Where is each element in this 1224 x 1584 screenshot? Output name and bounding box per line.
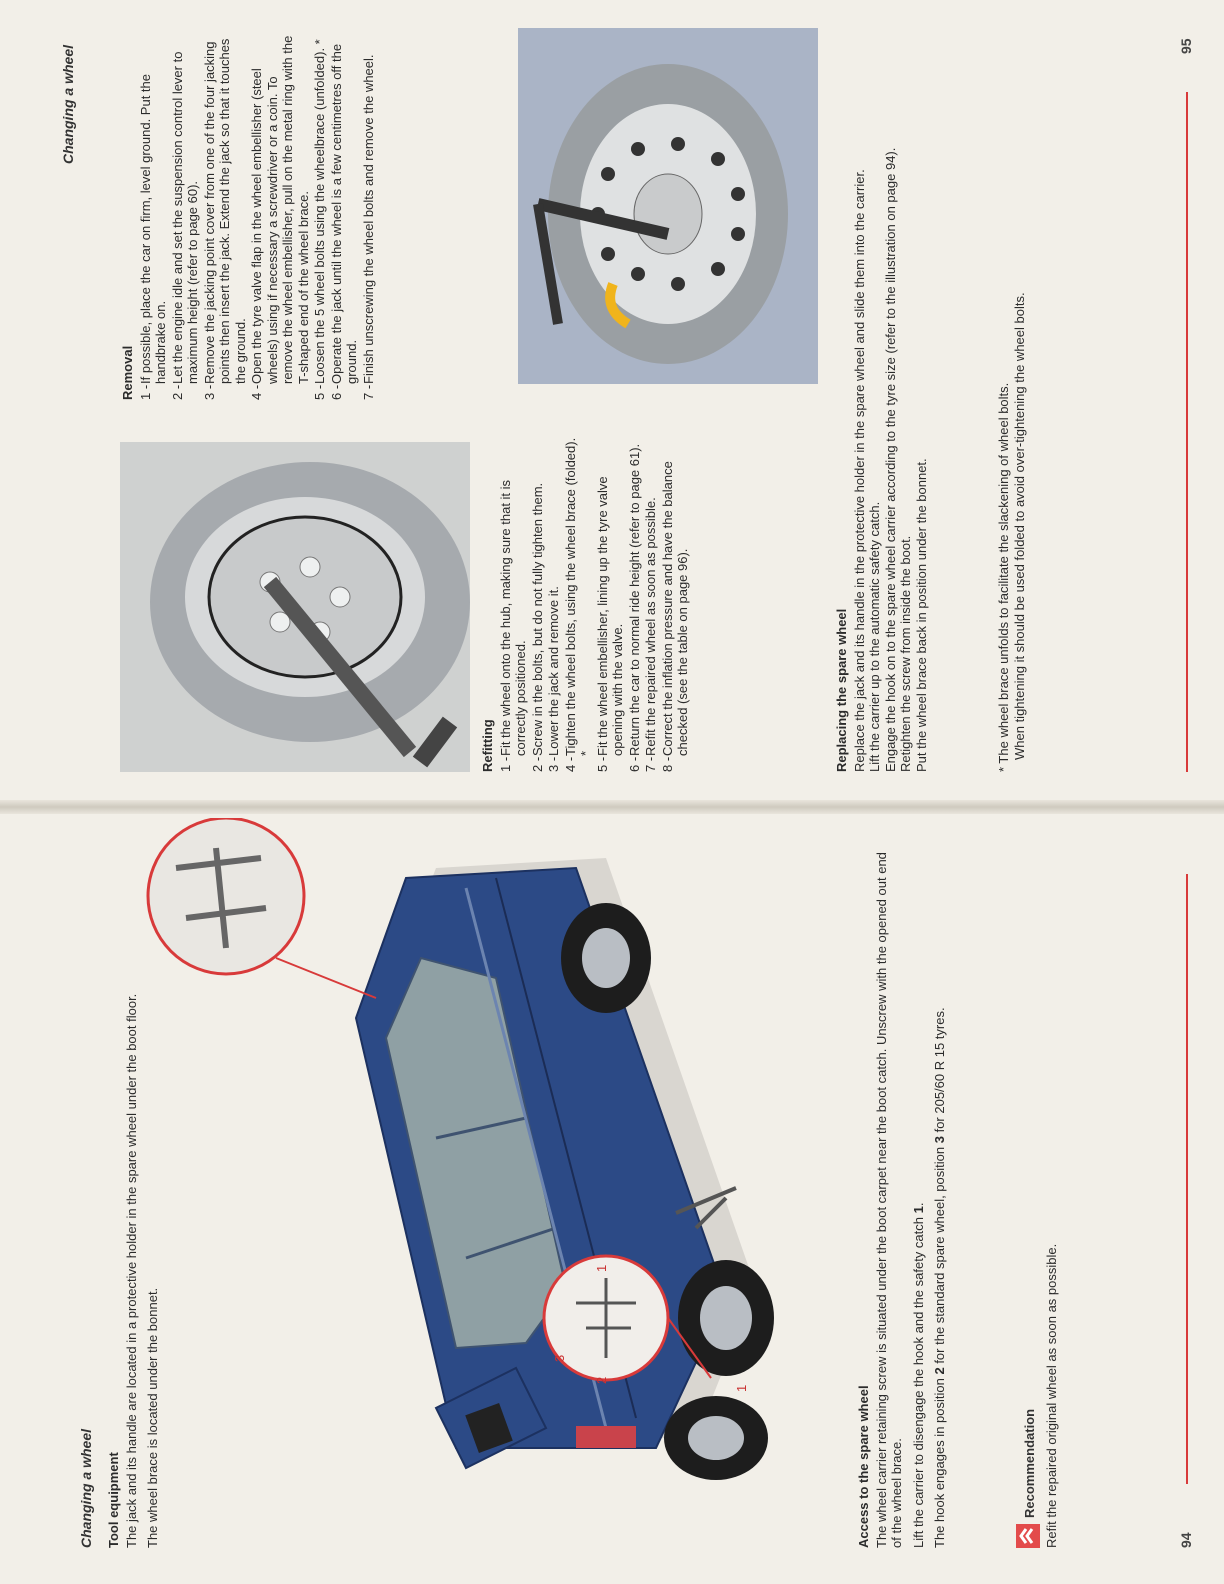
step-number: 1 - [137, 384, 153, 400]
footnote [996, 32, 1027, 772]
recommendation-title: Recommendation [1022, 1408, 1037, 1518]
step-text: Correct the inflation pressure and have the balance checked (see the table on page 96). [659, 461, 690, 756]
paragraph [911, 848, 927, 1548]
step [329, 30, 360, 400]
paragraph: The wheel carrier retaining screw is situated under the boot carpet near the boot catch. Unscrew with the opened out end of the wheel brace. [873, 852, 904, 1548]
step-text: Let the engine idle and set the suspension control lever to maximum height (refer to page 60). [169, 51, 200, 384]
step-text: Lower the jack and remove it. [546, 586, 561, 756]
text: for 205/60 R 15 tyres. [932, 1007, 947, 1137]
footer-rule [1186, 92, 1188, 772]
page-number: 95 [1178, 38, 1194, 54]
section-heading: Tool equipment [106, 1452, 121, 1548]
step-number: 7 - [360, 384, 376, 400]
section-heading: Refitting [480, 719, 495, 772]
step-text: Return the car to normal ride height (refer to page 61). [626, 443, 642, 756]
step-number: 6 - [626, 756, 642, 772]
section-heading: Replacing the spare wheel [834, 608, 849, 772]
footer-rule [1186, 874, 1188, 1484]
page-number: 94 [1178, 1532, 1194, 1548]
rear-wheel [678, 1260, 774, 1376]
step-text: Tighten the wheel bolts, using the wheel brace (folded). * [562, 437, 593, 756]
step-text: Screw in the bolts, but do not fully tighten them. [529, 482, 545, 756]
paragraph: Replace the jack and its handle in the protective holder in the spare wheel and slide them into the carrier. [851, 169, 867, 772]
step-text: Finish unscrewing the wheel bolts and remove the wheel. [360, 54, 376, 384]
callout-1: 1 [594, 1264, 609, 1272]
step [595, 432, 626, 772]
replacing-section [834, 32, 929, 772]
section-heading: Access to the spare wheel [856, 1385, 871, 1548]
step [202, 30, 249, 400]
paragraph: The wheel brace is located under the bonnet. [145, 1287, 160, 1548]
paragraph: Retighten the screw from inside the boot. [898, 535, 913, 772]
section-heading: Removal [120, 345, 135, 400]
car-illustration [136, 818, 836, 1558]
step [249, 30, 311, 400]
wheel-brace-drawing [120, 442, 470, 772]
step-text: Fit the wheel embellisher, lining up the tyre valve opening with the valve. [594, 476, 625, 756]
running-head: Changing a wheel [78, 1428, 94, 1548]
step-number: 3 - [201, 384, 217, 400]
step [498, 432, 529, 772]
paragraph: The jack and its handle are located in a protective holder in the spare wheel under the boot floor. [123, 993, 139, 1548]
recommendation-badge-icon [1016, 1524, 1040, 1548]
step-text: Operate the jack until the wheel is a few centimetres off the ground. [328, 43, 359, 384]
car-drawing [136, 818, 836, 1558]
paragraph: Put the wheel brace back in position under the bonnet. [913, 458, 929, 772]
text: Lift the carrier to disengage the hook and the safety catch [910, 1213, 926, 1548]
step [546, 432, 562, 772]
tail-light [576, 1426, 636, 1448]
text: for the standard spare wheel, position [932, 1143, 947, 1368]
step [530, 432, 546, 772]
step-text: Refit the repaired wheel as soon as possible. [643, 497, 658, 756]
removal-section [120, 30, 377, 400]
paragraph: Lift the carrier up to the automatic safety catch. [867, 501, 882, 772]
step-number: 5 - [312, 384, 327, 400]
step-number: 2 - [529, 756, 545, 772]
step-number: 7 - [643, 756, 658, 772]
spare-wheel-photo [518, 28, 818, 384]
ref-number: 1 [910, 1206, 926, 1214]
footnote-line: * The wheel brace unfolds to facilitate the slackening of wheel bolts. [996, 382, 1011, 772]
step-number: 2 - [169, 384, 185, 400]
recommendation-box [1016, 1148, 1066, 1548]
refitting-section [480, 432, 692, 772]
step-text: Remove the jacking point cover from one of the four jacking points then insert the jack. Extend the jack so that it touches the ground. [201, 38, 248, 384]
access-section [856, 848, 948, 1548]
paragraph [932, 848, 948, 1548]
callout-1-car: 1 [734, 1384, 749, 1392]
text: The hook engages in position [932, 1374, 947, 1548]
page-94 [0, 792, 1224, 1584]
front-wheel [561, 903, 651, 1013]
step [643, 432, 659, 772]
wheel-brace-photo [120, 442, 470, 772]
step-number: 4 - [562, 756, 578, 772]
recommendation-body: Refit the repaired original wheel as soon as possible. [1044, 1243, 1059, 1548]
callout-2: 2 [594, 1376, 609, 1384]
text: . [910, 1202, 926, 1207]
step [312, 30, 328, 400]
step [170, 30, 201, 400]
callout-3: 3 [552, 1354, 567, 1362]
paragraph: Engage the hook on to the spare wheel carrier according to the tyre size (refer to the illustration on page 94). [882, 147, 898, 772]
step [563, 432, 594, 772]
refitting-steps [498, 432, 691, 772]
step-text: If possible, place the car on firm, level ground. Put the handbrake on. [137, 73, 168, 384]
step-number: 8 - [659, 756, 675, 772]
footnote-line: When tightening it should be used folded to avoid over-tightening the wheel bolts. [1011, 292, 1027, 760]
car-body [356, 868, 726, 1448]
step [138, 30, 169, 400]
step-number: 5 - [594, 756, 610, 772]
bonnet-detail-inset [148, 818, 304, 974]
step [660, 432, 691, 772]
step-number: 1 - [497, 756, 513, 772]
step-text: Loosen the 5 wheel bolts using the wheelbrace (unfolded). * [312, 39, 327, 384]
step-number: 3 - [546, 756, 561, 772]
spare-wheel [664, 1396, 768, 1480]
ref-number: 2 [932, 1367, 947, 1375]
removal-steps [138, 30, 377, 400]
step [627, 432, 643, 772]
running-head: Changing a wheel [60, 44, 76, 164]
step-number: 6 - [328, 384, 344, 400]
spare-wheel-drawing [518, 28, 818, 384]
step [361, 30, 377, 400]
step-number: 4 - [249, 384, 264, 400]
step-text: Open the tyre valve flap in the wheel embellisher (steel wheels) using if necessary a screwdriver or a coin. To remove the wheel embellisher, pull on the metal ring with the T-shaped end of the wheel brace. [249, 35, 311, 384]
step-text: Fit the wheel onto the hub, making sure that it is correctly positioned. [497, 479, 528, 756]
ref-number: 3 [932, 1136, 947, 1144]
